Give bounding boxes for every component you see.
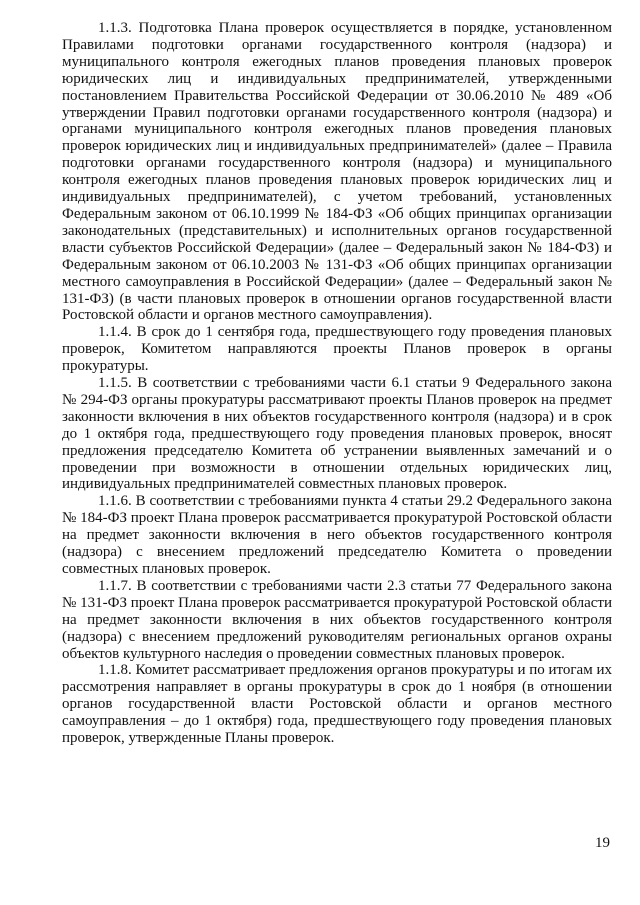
document-body [62, 20, 612, 747]
paragraph-1-1-7: 1.1.7. В соответствии с требованиями части 2.3 статьи 77 Федерального закона № 131-ФЗ проект Плана проверок рассматривается прокуратурой Ростовской области на предмет законности включения в них объектов государственного контроля (надзора) с внесением предложений руководителям региональных органов охраны объектов культурного наследия о проведении совместных плановых проверок. [62, 577, 612, 662]
paragraph-1-1-6: 1.1.6. В соответствии с требованиями пункта 4 статьи 29.2 Федерального закона № 184-ФЗ проект Плана проверок рассматривается прокуратурой Ростовской области на предмет законности включения в него объектов государственного контроля (надзора) с внесением предложений председателю Комитета о проведении совместных плановых проверок. [62, 493, 612, 577]
paragraph-1-1-8: 1.1.8. Комитет рассматривает предложения органов прокуратуры и по итогам их рассмотрения направляет в органы прокуратуры в срок до 1 ноября (в отношении органов государственной власти Ростовской области и органов местного самоуправления – до 1 октября) года, предшествующего году проведения плановых проверок, утвержденные Планы проверок. [62, 662, 612, 747]
paragraph-1-1-5: 1.1.5. В соответствии с требованиями части 6.1 статьи 9 Федерального закона № 294-ФЗ органы прокуратуры рассматривают проекты Планов проверок на предмет законности включения в них объектов государственного контроля (надзора) и в срок до 1 октября года, предшествующего году проведения плановых проверок, вносят предложения председателю Комитета об устранении выявленных замечаний и о проведении при возможности в отношении отдельных юридических лиц, индивидуальных предпринимателей совместных плановых проверок. [62, 375, 612, 493]
paragraph-1-1-4: 1.1.4. В срок до 1 сентября года, предшествующего году проведения плановых проверок, Комитетом направляются проекты Планов проверок в органы прокуратуры. [62, 324, 612, 375]
page-number: 19 [595, 835, 610, 851]
paragraph-1-1-3: 1.1.3. Подготовка Плана проверок осуществляется в порядке, установленном Правилами подготовки органами государственного контроля (надзора) и муниципального контроля ежегодных планов проведения плановых проверок юридических лиц и индивидуальных предпринимателей, утвержденными постановлением Правительства Российской Федерации от 30.06.2010 № 489 «Об утверждении Правил подготовки органами государственного контроля (надзора) и органами муниципального контроля ежегодных планов проведения плановых проверок юридических лиц и индивидуальных предпринимателей» (далее – Правила подготовки органами государственного контроля (надзора) и муниципального контроля ежегодных планов проведения плановых проверок юридических лиц и индивидуальных предпринимателей), с учетом требований, установленных Федеральным законом от 06.10.1999 № 184-ФЗ «Об общих принципах организации законодательных (представительных) и исполнительных органов государственной власти субъектов Российской Федерации» (далее – Федеральный закон № 184-ФЗ) и Федеральным законом от 06.10.2003 № 131-ФЗ «Об общих принципах организации местного самоуправления в Российской Федерации» (далее – Федеральный закон № 131-ФЗ) (в части плановых проверок в отношении органов государственной власти Ростовской области и органов местного самоуправления). [62, 20, 612, 324]
